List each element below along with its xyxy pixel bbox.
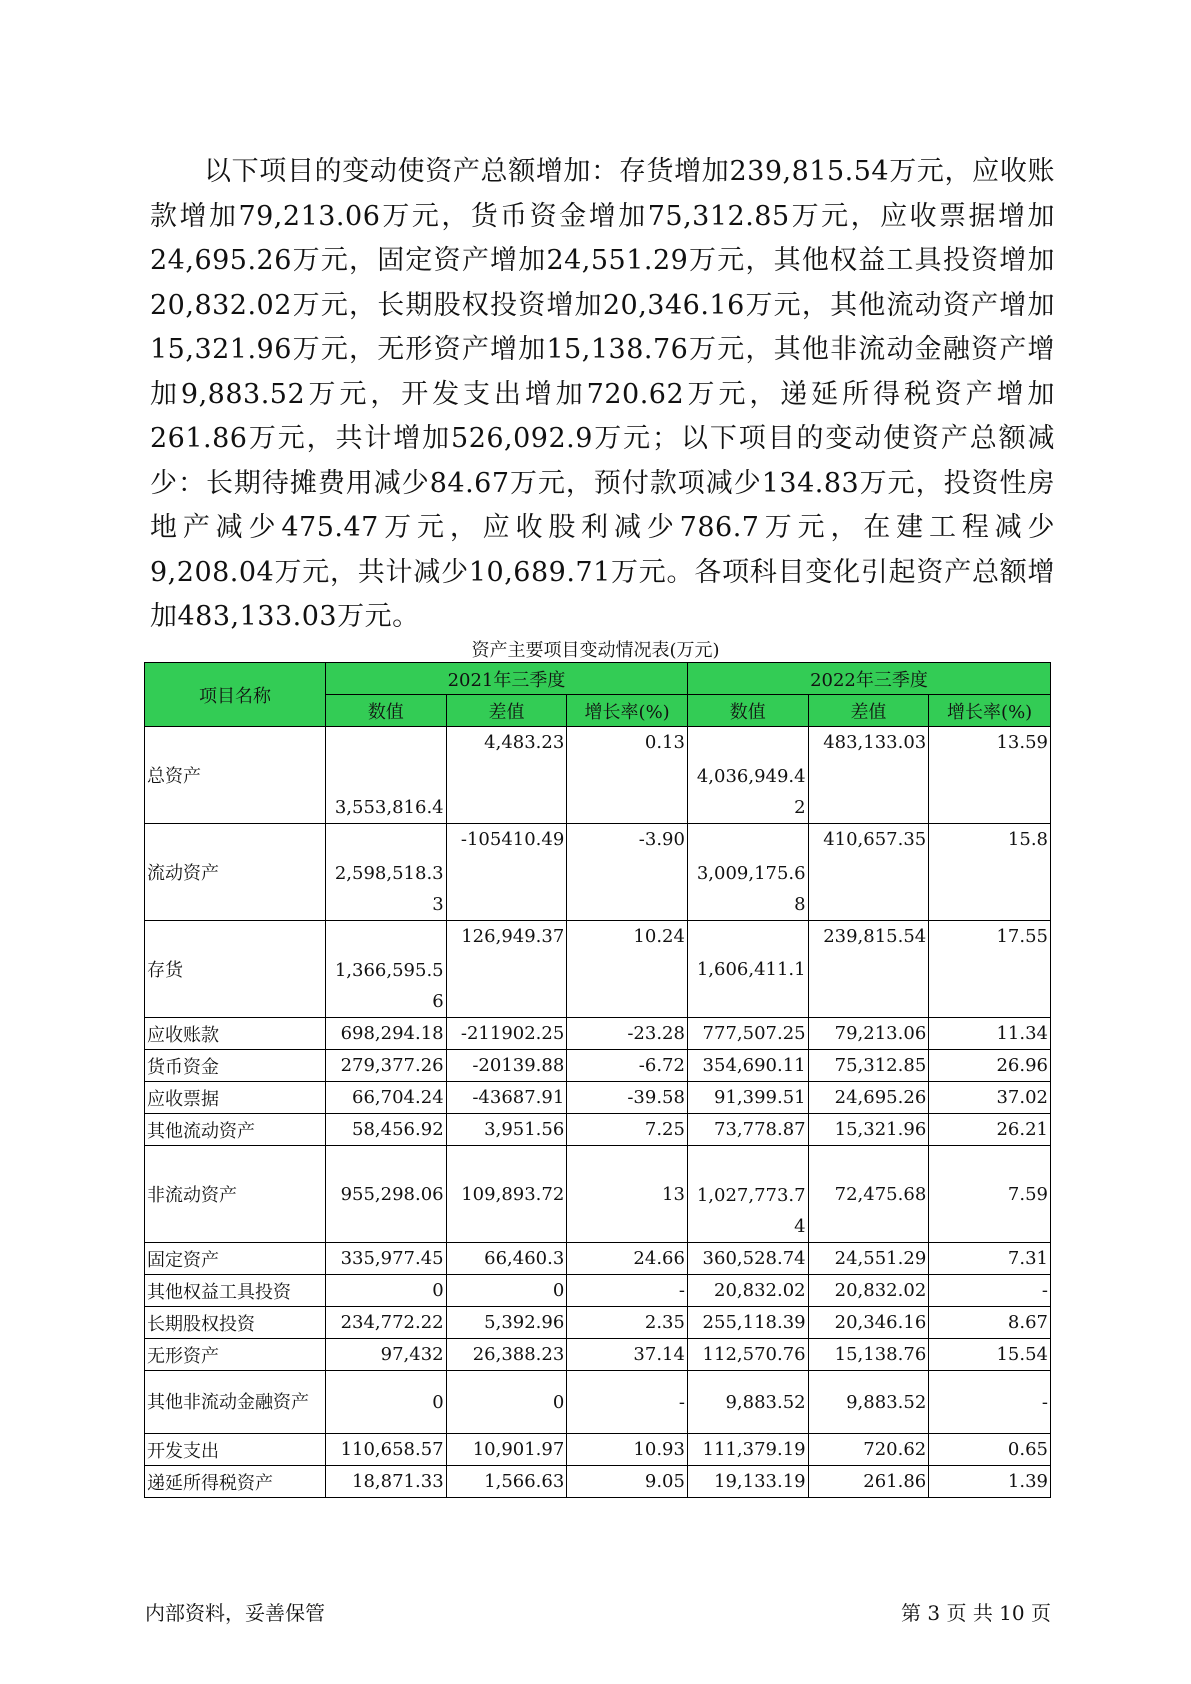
cell-diff-2022: 15,138.76 (808, 1339, 929, 1371)
cell-diff-2021: 10,901.97 (446, 1434, 567, 1466)
cell-diff-2022: 720.62 (808, 1434, 929, 1466)
cell-growth-2022: - (929, 1275, 1051, 1307)
cell-value-2022: 777,507.25 (687, 1018, 808, 1050)
cell-value-2021: 0 (325, 1371, 446, 1434)
cell-diff-2021: 1,566.63 (446, 1466, 567, 1498)
cell-value-2022: 20,832.02 (687, 1275, 808, 1307)
cell-value-2022: 19,133.19 (687, 1466, 808, 1498)
table-row (145, 824, 1051, 921)
cell-diff-2022: 24,551.29 (808, 1243, 929, 1275)
cell-growth-2021: - (567, 1275, 688, 1307)
cell-growth-2021: -23.28 (567, 1018, 688, 1050)
header-diff-2022: 差值 (808, 695, 929, 727)
cell-growth-2021: 10.93 (567, 1434, 688, 1466)
table-row (145, 921, 1051, 1018)
table-row (145, 1339, 1051, 1371)
table-row (145, 1114, 1051, 1146)
cell-value-2021: 1,366,595.56 (325, 921, 446, 1018)
cell-value-2022: 111,379.19 (687, 1434, 808, 1466)
table-row (145, 1434, 1051, 1466)
cell-growth-2021: -6.72 (567, 1050, 688, 1082)
cell-growth-2021: -39.58 (567, 1082, 688, 1114)
table-row (145, 1307, 1051, 1339)
header-growth-2022: 增长率(%) (929, 695, 1051, 727)
footer-page-number: 第 3 页 共 10 页 (901, 1601, 1051, 1625)
header-period-2021: 2021年三季度 (325, 663, 687, 695)
cell-growth-2021: -3.90 (567, 824, 688, 921)
row-label: 无形资产 (145, 1339, 326, 1371)
row-label: 开发支出 (145, 1434, 326, 1466)
cell-diff-2021: -105410.49 (446, 824, 567, 921)
cell-growth-2021: 9.05 (567, 1466, 688, 1498)
cell-growth-2022: 0.65 (929, 1434, 1051, 1466)
row-label: 流动资产 (145, 824, 326, 921)
row-label: 货币资金 (145, 1050, 326, 1082)
cell-value-2021: 0 (325, 1275, 446, 1307)
cell-value-2022: 4,036,949.42 (687, 727, 808, 824)
cell-diff-2021: 5,392.96 (446, 1307, 567, 1339)
cell-growth-2022: 26.21 (929, 1114, 1051, 1146)
cell-growth-2021: 7.25 (567, 1114, 688, 1146)
row-label: 总资产 (145, 727, 326, 824)
cell-growth-2022: 8.67 (929, 1307, 1051, 1339)
row-label: 固定资产 (145, 1243, 326, 1275)
cell-diff-2022: 15,321.96 (808, 1114, 929, 1146)
cell-growth-2021: 10.24 (567, 921, 688, 1018)
cell-diff-2021: 66,460.3 (446, 1243, 567, 1275)
header-period-2022: 2022年三季度 (687, 663, 1050, 695)
cell-growth-2022: 15.8 (929, 824, 1051, 921)
cell-growth-2021: 0.13 (567, 727, 688, 824)
cell-value-2022: 1,606,411.1 (687, 921, 808, 1018)
cell-diff-2021: -20139.88 (446, 1050, 567, 1082)
cell-value-2021: 955,298.06 (325, 1146, 446, 1243)
header-growth-2021: 增长率(%) (567, 695, 688, 727)
cell-growth-2022: 13.59 (929, 727, 1051, 824)
cell-value-2021: 335,977.45 (325, 1243, 446, 1275)
cell-value-2021: 234,772.22 (325, 1307, 446, 1339)
cell-diff-2021: 126,949.37 (446, 921, 567, 1018)
cell-value-2021: 66,704.24 (325, 1082, 446, 1114)
cell-diff-2021: -43687.91 (446, 1082, 567, 1114)
table-row (145, 1466, 1051, 1498)
cell-diff-2021: 4,483.23 (446, 727, 567, 824)
row-label: 存货 (145, 921, 326, 1018)
cell-growth-2022: 37.02 (929, 1082, 1051, 1114)
footer-confidential-note: 内部资料，妥善保管 (145, 1601, 325, 1625)
cell-diff-2022: 410,657.35 (808, 824, 929, 921)
cell-diff-2022: 79,213.06 (808, 1018, 929, 1050)
cell-growth-2021: 13 (567, 1146, 688, 1243)
cell-growth-2022: 26.96 (929, 1050, 1051, 1082)
cell-diff-2022: 20,346.16 (808, 1307, 929, 1339)
cell-diff-2021: 26,388.23 (446, 1339, 567, 1371)
cell-value-2021: 279,377.26 (325, 1050, 446, 1082)
cell-diff-2022: 483,133.03 (808, 727, 929, 824)
cell-diff-2022: 9,883.52 (808, 1371, 929, 1434)
cell-growth-2021: 37.14 (567, 1339, 688, 1371)
cell-value-2021: 58,456.92 (325, 1114, 446, 1146)
cell-growth-2021: 24.66 (567, 1243, 688, 1275)
cell-growth-2022: 7.31 (929, 1243, 1051, 1275)
cell-growth-2022: 17.55 (929, 921, 1051, 1018)
row-label: 其他非流动金融资产 (145, 1371, 326, 1434)
table-row (145, 1275, 1051, 1307)
cell-value-2022: 360,528.74 (687, 1243, 808, 1275)
table-row (145, 1050, 1051, 1082)
cell-value-2021: 3,553,816.4 (325, 727, 446, 824)
cell-value-2021: 2,598,518.33 (325, 824, 446, 921)
cell-value-2022: 112,570.76 (687, 1339, 808, 1371)
cell-diff-2022: 239,815.54 (808, 921, 929, 1018)
cell-value-2022: 3,009,175.68 (687, 824, 808, 921)
cell-growth-2022: 15.54 (929, 1339, 1051, 1371)
cell-value-2022: 1,027,773.74 (687, 1146, 808, 1243)
header-value-2022: 数值 (687, 695, 808, 727)
row-label: 递延所得税资产 (145, 1466, 326, 1498)
cell-value-2022: 255,118.39 (687, 1307, 808, 1339)
row-label: 非流动资产 (145, 1146, 326, 1243)
cell-diff-2022: 75,312.85 (808, 1050, 929, 1082)
table-row (145, 727, 1051, 824)
cell-growth-2022: 11.34 (929, 1018, 1051, 1050)
row-label: 长期股权投资 (145, 1307, 326, 1339)
header-value-2021: 数值 (325, 695, 446, 727)
cell-growth-2021: 2.35 (567, 1307, 688, 1339)
table-row (145, 1146, 1051, 1243)
cell-value-2021: 18,871.33 (325, 1466, 446, 1498)
analysis-paragraph: 以下项目的变动使资产总额增加：存货增加239,815.54万元，应收账款增加79,213.06万元，货币资金增加75,312.85万元，应收票据增加24,695.26万元，固定资产增加24,551.29万元，其他权益工具投资增加20,832.02万元，长期股权投资增加20,346.16万元，其他流动资产增加15,321.96万元，无形资产增加15,138.76万元，其他非流动金融资产增加9,883.52万元，开发支出增加720.62万元，递延所得税资产增加261.86万元，共计增加526,092.9万元；以下项目的变动使资产总额减少：长期待摊费用减少84.67万元，预付款项减少134.83万元，投资性房地产减少475.47万元，应收股利减少786.7万元，在建工程减少9,208.04万元，共计减少10,689.71万元。各项科目变化引起资产总额增加483,133.03万元。 (150, 156, 1055, 632)
cell-value-2022: 9,883.52 (687, 1371, 808, 1434)
table-row (145, 1243, 1051, 1275)
table-row (145, 1082, 1051, 1114)
cell-value-2022: 354,690.11 (687, 1050, 808, 1082)
cell-diff-2021: 109,893.72 (446, 1146, 567, 1243)
cell-value-2021: 110,658.57 (325, 1434, 446, 1466)
cell-diff-2021: 0 (446, 1275, 567, 1307)
header-diff-2021: 差值 (446, 695, 567, 727)
row-label: 应收票据 (145, 1082, 326, 1114)
cell-growth-2022: 1.39 (929, 1466, 1051, 1498)
cell-growth-2021: - (567, 1371, 688, 1434)
table-caption: 资产主要项目变动情况表(万元) (471, 640, 720, 661)
table-row (145, 1018, 1051, 1050)
cell-diff-2021: -211902.25 (446, 1018, 567, 1050)
row-label: 其他权益工具投资 (145, 1275, 326, 1307)
cell-diff-2022: 72,475.68 (808, 1146, 929, 1243)
table-row (145, 1371, 1051, 1434)
cell-growth-2022: - (929, 1371, 1051, 1434)
cell-value-2021: 97,432 (325, 1339, 446, 1371)
cell-value-2022: 73,778.87 (687, 1114, 808, 1146)
row-label: 其他流动资产 (145, 1114, 326, 1146)
asset-change-table (144, 662, 1051, 1498)
cell-diff-2022: 20,832.02 (808, 1275, 929, 1307)
row-label: 应收账款 (145, 1018, 326, 1050)
cell-value-2022: 91,399.51 (687, 1082, 808, 1114)
header-item-name: 项目名称 (145, 663, 326, 727)
cell-value-2021: 698,294.18 (325, 1018, 446, 1050)
cell-diff-2021: 0 (446, 1371, 567, 1434)
cell-diff-2022: 24,695.26 (808, 1082, 929, 1114)
cell-growth-2022: 7.59 (929, 1146, 1051, 1243)
cell-diff-2022: 261.86 (808, 1466, 929, 1498)
cell-diff-2021: 3,951.56 (446, 1114, 567, 1146)
